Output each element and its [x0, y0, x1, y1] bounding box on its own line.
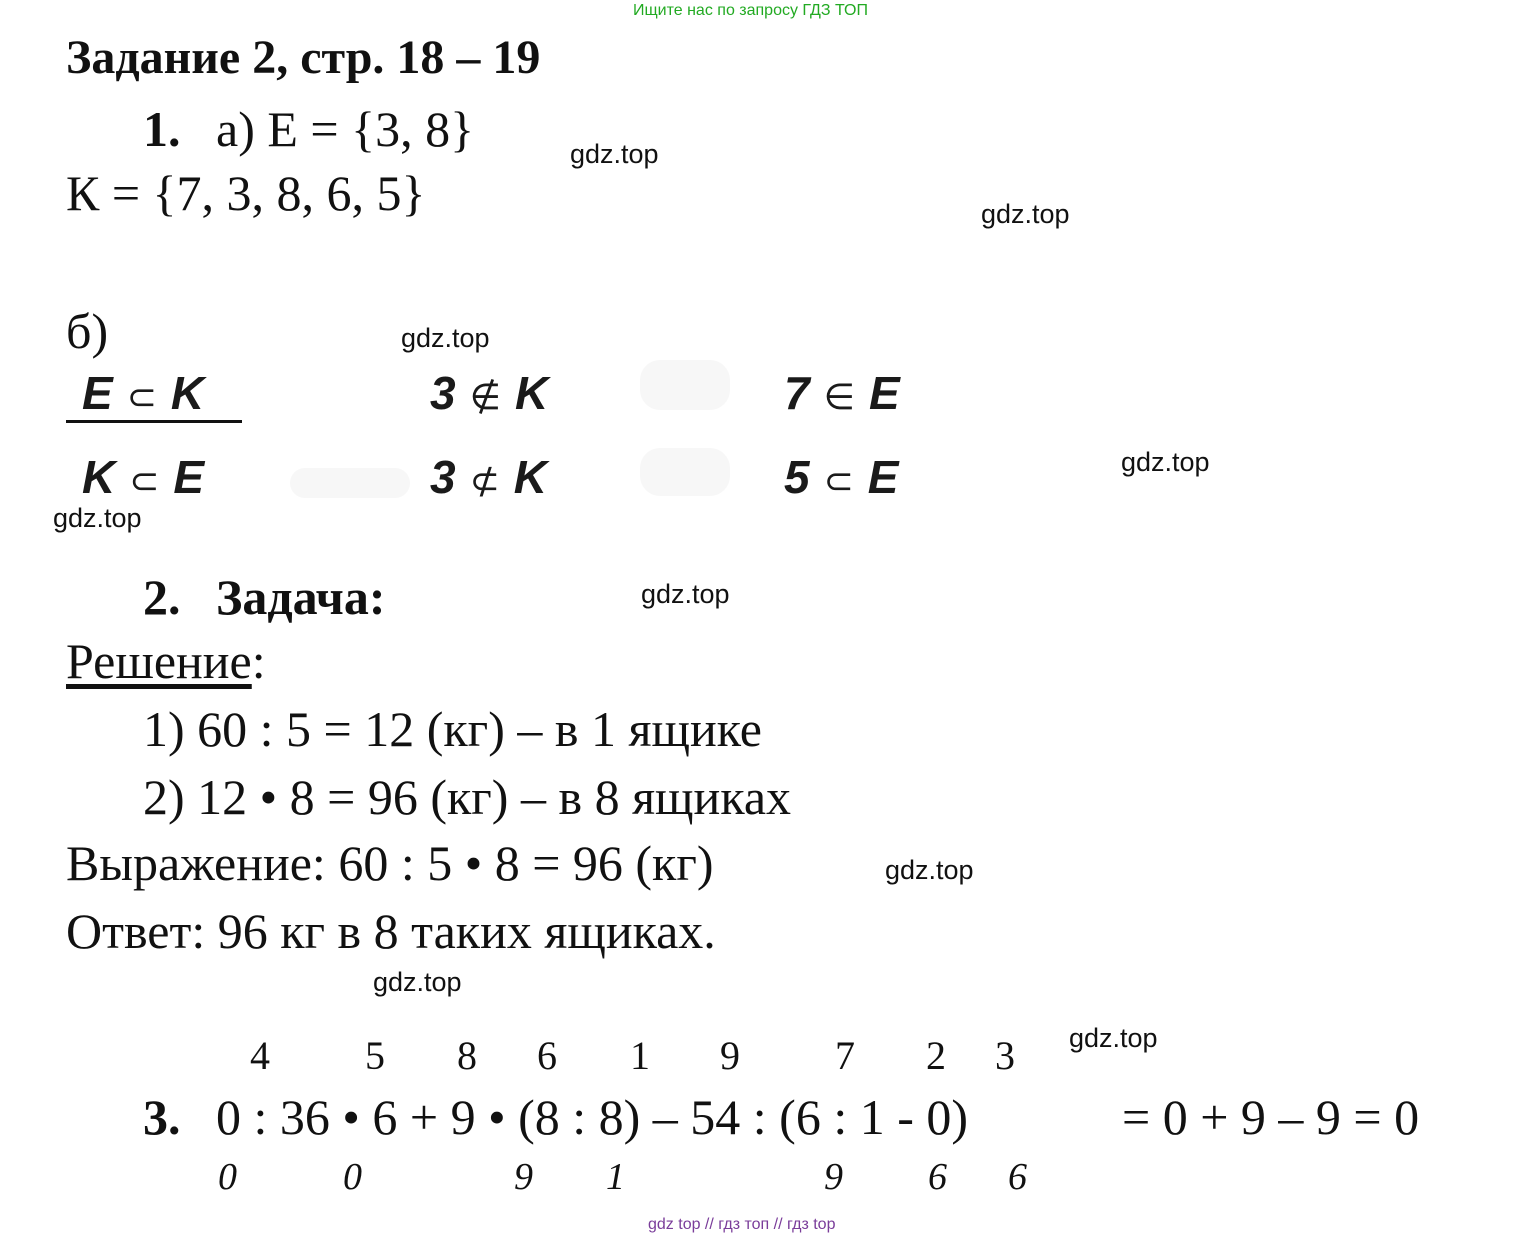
order-number: 4	[250, 1033, 270, 1078]
relation-3-notsubset-k	[430, 451, 547, 503]
relation-right: E	[868, 367, 900, 419]
expression-line: Выражение: 60 : 5 • 8 = 96 (кг)	[66, 835, 714, 891]
relation-right: K	[170, 367, 205, 419]
order-number: 8	[457, 1033, 477, 1078]
search-hint-note: Ищите нас по запросу ГДЗ ТОП	[633, 2, 868, 19]
intermediate-value: 9	[824, 1156, 843, 1198]
solution-label-line	[66, 633, 266, 689]
intermediate-value: 9	[514, 1156, 533, 1198]
intermediate-value: 0	[343, 1156, 362, 1198]
relation-3-notin-k	[430, 367, 549, 419]
relation-symbol: ⊂	[823, 461, 854, 502]
watermark: gdz.top	[570, 139, 659, 169]
task2-heading: Задача:	[216, 569, 386, 625]
order-number: 7	[835, 1033, 855, 1078]
intermediate-value: 0	[218, 1156, 237, 1198]
task1-part-b: б)	[66, 303, 109, 359]
relation-symbol: ∉	[469, 377, 501, 418]
relation-7-in-e	[784, 367, 900, 419]
watermark: gdz.top	[373, 967, 462, 997]
order-number: 6	[537, 1033, 557, 1078]
task1-part-a: а) Е = {3, 8}	[216, 101, 475, 157]
relation-left: 7	[784, 367, 810, 419]
watermark: gdz.top	[885, 855, 974, 885]
page-title: Задание 2, стр. 18 – 19	[66, 31, 541, 84]
watermark: gdz.top	[1069, 1023, 1158, 1053]
intermediate-value: 1	[606, 1156, 625, 1198]
solution-colon: :	[251, 633, 266, 689]
relation-left: 5	[784, 451, 810, 503]
relation-left: 3	[430, 367, 456, 419]
relation-symbol: ⊄	[469, 461, 500, 502]
relation-k-subset-e	[82, 451, 205, 503]
relation-right: E	[173, 451, 205, 503]
watermark: gdz.top	[1121, 447, 1210, 477]
watermark: gdz.top	[981, 199, 1070, 229]
footer-note: gdz top // гдз топ // гдз top	[648, 1216, 836, 1233]
task3-result: = 0 + 9 – 9 = 0	[1122, 1089, 1420, 1145]
relation-symbol: ⊂	[126, 377, 157, 418]
relation-left: K	[82, 451, 116, 503]
relation-right: K	[514, 367, 549, 419]
relation-right: E	[867, 451, 899, 503]
task3-expression: 0 : 36 • 6 + 9 • (8 : 8) – 54 : (6 : 1 - 0)	[216, 1089, 969, 1145]
relation-symbol: ⊂	[129, 461, 160, 502]
relation-left: 3	[430, 451, 456, 503]
solution-label: Решение	[66, 633, 252, 689]
order-number: 2	[926, 1033, 946, 1078]
task1-k-set: К = {7, 3, 8, 6, 5}	[66, 165, 426, 221]
relation-e-subset-k	[82, 367, 205, 419]
task1-number: 1.	[143, 101, 181, 157]
solution-step-2: 2) 12 • 8 = 96 (кг) – в 8 ящиках	[143, 769, 792, 825]
relation-right: K	[513, 451, 547, 503]
watermark: gdz.top	[401, 323, 490, 353]
task2-number: 2.	[143, 569, 181, 625]
relation-underline	[66, 420, 242, 423]
intermediate-value: 6	[928, 1156, 947, 1198]
relation-symbol: ∈	[823, 377, 855, 418]
task3-number: 3.	[143, 1089, 181, 1145]
order-number: 9	[720, 1033, 740, 1078]
order-number: 5	[365, 1033, 385, 1078]
relation-left: E	[82, 367, 113, 419]
order-number: 3	[995, 1033, 1015, 1078]
solution-step-1: 1) 60 : 5 = 12 (кг) – в 1 ящике	[143, 701, 762, 757]
watermark: gdz.top	[53, 503, 142, 533]
watermark: gdz.top	[641, 579, 730, 609]
answer-line: Ответ: 96 кг в 8 таких ящиках.	[66, 903, 716, 959]
relation-5-subset-e	[784, 451, 899, 503]
order-number: 1	[630, 1033, 650, 1078]
intermediate-value: 6	[1008, 1156, 1027, 1198]
